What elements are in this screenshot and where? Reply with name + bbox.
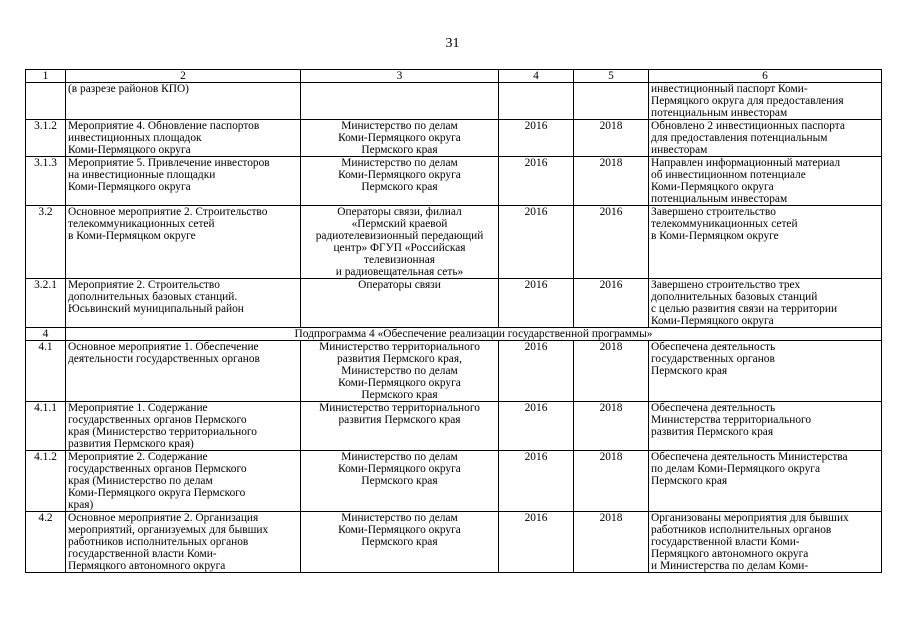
column-header: 2 xyxy=(66,70,301,83)
end-year: 2018 xyxy=(574,402,649,451)
subprogram-title: Подпрограмма 4 «Обеспечение реализации государственной программы» xyxy=(66,328,882,341)
activity-name: Основное мероприятие 2. Строительство телекоммуникационных сетей в Коми-Пермяцком округе xyxy=(66,206,301,279)
executor: Министерство по делам Коми-Пермяцкого округа Пермского края xyxy=(301,120,499,157)
column-header: 5 xyxy=(574,70,649,83)
subprogram-row xyxy=(26,328,882,341)
activity-name: Мероприятие 5. Привлечение инвесторов на инвестиционные площадки Коми-Пермяцкого округа xyxy=(66,157,301,206)
activity-name: Мероприятие 2. Строительство дополнительных базовых станций. Юсьвинский муниципальный район xyxy=(66,279,301,328)
table-row xyxy=(26,120,882,157)
executor: Министерство территориального развития Пермского края xyxy=(301,402,499,451)
expected-result: Завершено строительство трех дополнительных базовых станций с целью развития связи на территории Коми-Пермяцкого округа xyxy=(649,279,882,328)
column-header: 1 xyxy=(26,70,66,83)
executor: Министерство по делам Коми-Пермяцкого округа Пермского края xyxy=(301,512,499,573)
activity-name: Мероприятие 1. Содержание государственных органов Пермского края (Министерство территориального развития Пермского края) xyxy=(66,402,301,451)
row-number: 4.1 xyxy=(26,341,66,402)
activity-name: Мероприятие 2. Содержание государственных органов Пермского края (Министерство по делам Коми-Пермяцкого округа Пермского края) xyxy=(66,451,301,512)
end-year: 2016 xyxy=(574,279,649,328)
end-year: 2018 xyxy=(574,157,649,206)
start-year: 2016 xyxy=(499,451,574,512)
start-year: 2016 xyxy=(499,512,574,573)
column-header: 4 xyxy=(499,70,574,83)
table-row xyxy=(26,451,882,512)
executor: Операторы связи xyxy=(301,279,499,328)
row-number: 3.1.3 xyxy=(26,157,66,206)
row-number: 3.2 xyxy=(26,206,66,279)
activity-name: Основное мероприятие 2. Организация мероприятий, организуемых для бывших работников исполнительных органов государственной власти Коми- Пермяцкого автономного округа xyxy=(66,512,301,573)
start-year: 2016 xyxy=(499,157,574,206)
row-number: 4.1.2 xyxy=(26,451,66,512)
row-number: 4 xyxy=(26,328,66,341)
program-table xyxy=(25,69,882,573)
expected-result: Обновлено 2 инвестиционных паспорта для предоставления потенциальным инвесторам xyxy=(649,120,882,157)
column-header: 3 xyxy=(301,70,499,83)
executor: Министерство территориального развития Пермского края, Министерство по делам Коми-Пермяцкого округа Пермского края xyxy=(301,341,499,402)
activity-name: Основное мероприятие 1. Обеспечение деятельности государственных органов xyxy=(66,341,301,402)
column-header: 6 xyxy=(649,70,882,83)
executor: Министерство по делам Коми-Пермяцкого округа Пермского края xyxy=(301,451,499,512)
table-row xyxy=(26,341,882,402)
expected-result: Обеспечена деятельность Министерства по делам Коми-Пермяцкого округа Пермского края xyxy=(649,451,882,512)
start-year: 2016 xyxy=(499,206,574,279)
row-number: 3.2.1 xyxy=(26,279,66,328)
start-year: 2016 xyxy=(499,402,574,451)
end-year: 2018 xyxy=(574,341,649,402)
expected-result: Обеспечена деятельность Министерства территориального развития Пермского края xyxy=(649,402,882,451)
table-row xyxy=(26,402,882,451)
row-number xyxy=(26,83,66,120)
end-year: 2016 xyxy=(574,206,649,279)
start-year xyxy=(499,83,574,120)
column-header-row xyxy=(26,70,882,83)
table-row xyxy=(26,279,882,328)
executor: Министерство по делам Коми-Пермяцкого округа Пермского края xyxy=(301,157,499,206)
table-row xyxy=(26,206,882,279)
activity-name: (в разрезе районов КПО) xyxy=(66,83,301,120)
executor: Операторы связи, филиал «Пермский краевой радиотелевизионный передающий центр» ФГУП «Российская телевизионная и радиовещательная сеть» xyxy=(301,206,499,279)
end-year: 2018 xyxy=(574,451,649,512)
table-row xyxy=(26,83,882,120)
start-year: 2016 xyxy=(499,279,574,328)
expected-result: Обеспечена деятельность государственных органов Пермского края xyxy=(649,341,882,402)
row-number: 4.1.1 xyxy=(26,402,66,451)
expected-result: Завершено строительство телекоммуникационных сетей в Коми-Пермяцком округе xyxy=(649,206,882,279)
executor xyxy=(301,83,499,120)
expected-result: Организованы мероприятия для бывших работников исполнительных органов государственной власти Коми- Пермяцкого автономного округа и Министерства по делам Коми- xyxy=(649,512,882,573)
expected-result: инвестиционный паспорт Коми- Пермяцкого округа для предоставления потенциальным инвесторам xyxy=(649,83,882,120)
row-number: 4.2 xyxy=(26,512,66,573)
table-row xyxy=(26,512,882,573)
start-year: 2016 xyxy=(499,120,574,157)
start-year: 2016 xyxy=(499,341,574,402)
table-row xyxy=(26,157,882,206)
expected-result: Направлен информационный материал об инвестиционном потенциале Коми-Пермяцкого округа потенциальным инвесторам xyxy=(649,157,882,206)
end-year: 2018 xyxy=(574,120,649,157)
row-number: 3.1.2 xyxy=(26,120,66,157)
page-number: 31 xyxy=(445,36,460,51)
end-year: 2018 xyxy=(574,512,649,573)
activity-name: Мероприятие 4. Обновление паспортов инвестиционных площадок Коми-Пермяцкого округа xyxy=(66,120,301,157)
end-year xyxy=(574,83,649,120)
